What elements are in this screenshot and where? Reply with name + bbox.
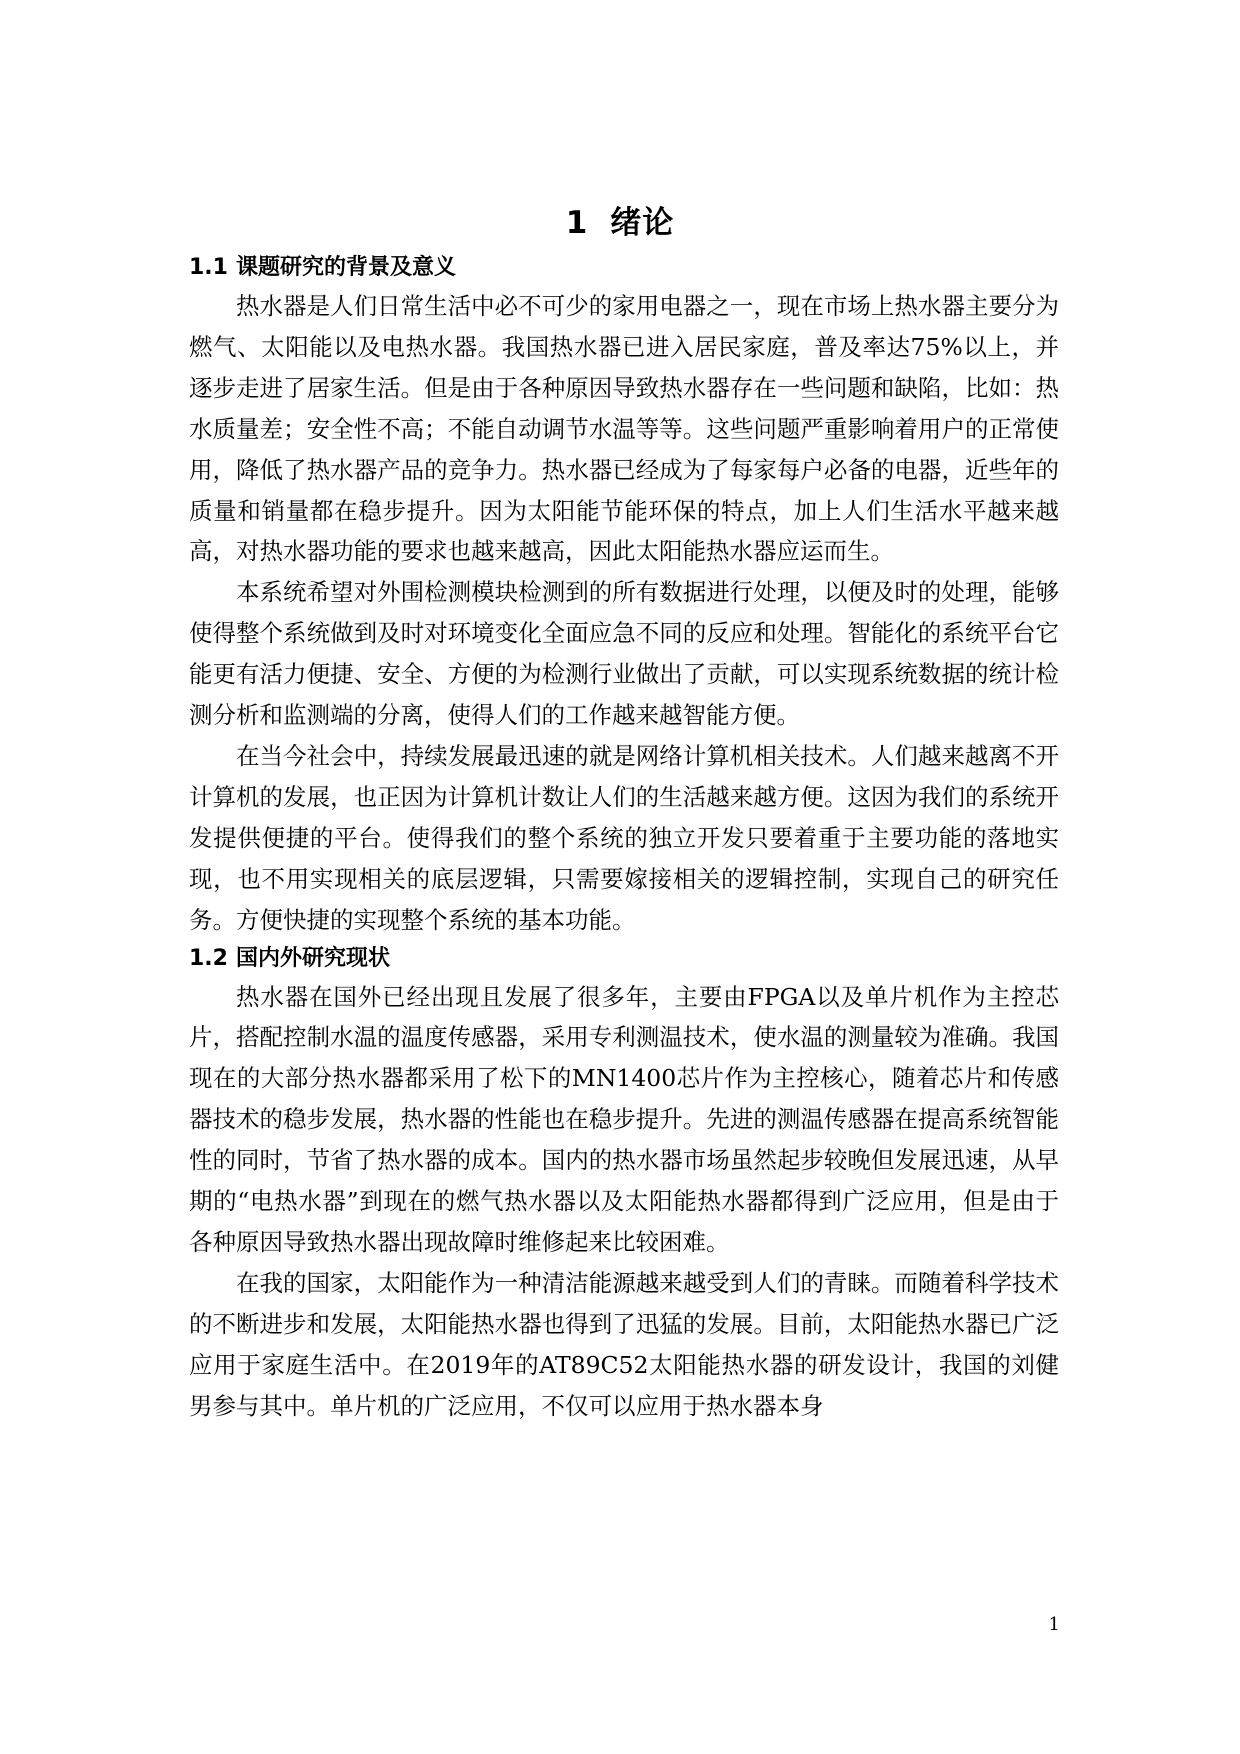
section-heading	[189, 250, 1059, 286]
section-heading	[189, 941, 1059, 977]
chapter-number: 1	[565, 204, 589, 241]
paragraph: 热水器是人们日常生活中必不可少的家用电器之一，现在市场上热水器主要分为燃气、太阳能以及电热水器。我国热水器已进入居民家庭，普及率达75%以上，并逐步走进了居家生活。但是由于各种原因导致热水器存在一些问题和缺陷，比如：热水质量差；安全性不高；不能自动调节水温等等。这些问题严重影响着用户的正常使用，降低了热水器产品的竞争力。热水器已经成为了每家每户必备的电器，近些年的质量和销量都在稳步提升。因为太阳能节能环保的特点，加上人们生活水平越来越高，对热水器功能的要求也越来越高，因此太阳能热水器应运而生。	[189, 292, 1059, 566]
paragraph: 本系统希望对外围检测模块检测到的所有数据进行处理，以便及时的处理，能够使得整个系统做到及时对环境变化全面应急不同的反应和处理。智能化的系统平台它能更有活力便捷、安全、方便的为检测行业做出了贡献，可以实现系统数据的统计检测分析和监测端的分离，使得人们的工作越来越智能方便。	[189, 578, 1059, 730]
chapter-title	[0, 197, 1240, 242]
section-title: 课题研究的背景及意义	[235, 255, 456, 280]
paragraph: 在当今社会中，持续发展最迅速的就是网络计算机相关技术。人们越来越离不开计算机的发展，也正因为计算机计数让人们的生活越来越方便。这因为我们的系统开发提供便捷的平台。使得我们的整个系统的独立开发只要着重于主要功能的落地实现，也不用实现相关的底层逻辑，只需要嫁接相关的逻辑控制，实现自己的研究任务。方便快捷的实现整个系统的基本功能。	[189, 741, 1059, 934]
paragraph: 在我的国家，太阳能作为一种清洁能源越来越受到人们的青睐。而随着科学技术的不断进步和发展，太阳能热水器也得到了迅猛的发展。目前，太阳能热水器已广泛应用于家庭生活中。在2019年的AT89C52太阳能热水器的研发设计，我国的刘健男参与其中。单片机的广泛应用，不仅可以应用于热水器本身	[189, 1268, 1059, 1420]
section-number: 1.1	[189, 255, 228, 280]
page-number: 1	[1048, 1614, 1060, 1635]
section-number: 1.2	[189, 945, 228, 971]
chapter-title-text: 绪论	[610, 204, 675, 241]
section-title: 国内外研究现状	[235, 945, 390, 971]
section-background	[189, 250, 1059, 941]
body-content	[189, 250, 1059, 1426]
section-research-status	[189, 941, 1059, 1427]
paragraph: 热水器在国外已经出现且发展了很多年，主要由FPGA以及单片机作为主控芯片，搭配控制水温的温度传感器，采用专利测温技术，使水温的测量较为准确。我国现在的大部分热水器都采用了松下的MN1400芯片作为主控核心，随着芯片和传感器技术的稳步发展，热水器的性能也在稳步提升。先进的测温传感器在提高系统智能性的同时，节省了热水器的成本。国内的热水器市场虽然起步较晚但发展迅速，从早期的“电热水器”到现在的燃气热水器以及太阳能热水器都得到广泛应用，但是由于各种原因导致热水器出现故障时维修起来比较困难。	[189, 982, 1059, 1256]
